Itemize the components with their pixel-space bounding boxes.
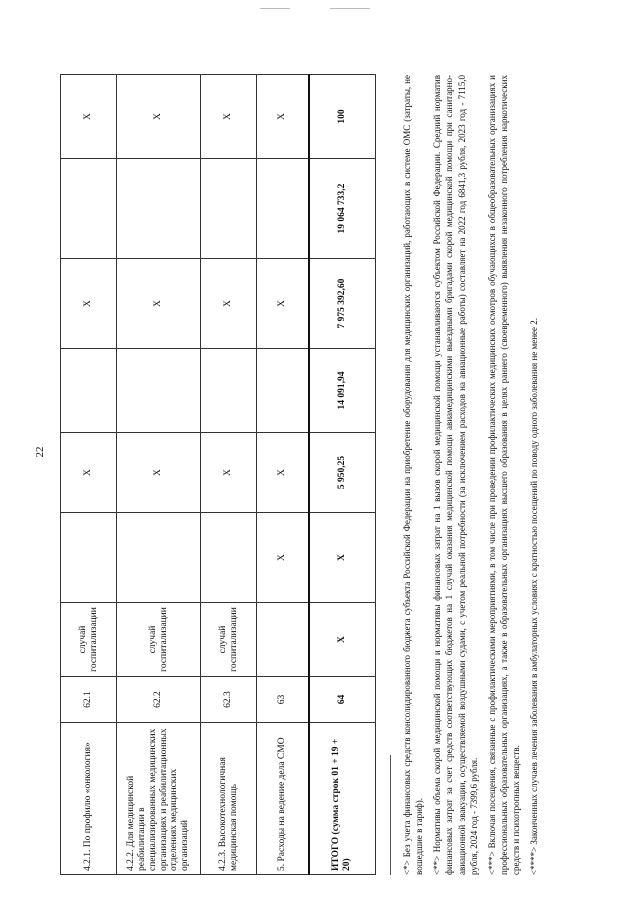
- footnote-4: <****> Законченных случаев лечения заболевания в амбулаторных условиях с кратностью посещений по поводу одного заболевания не менее 2.: [529, 317, 540, 875]
- cell-unit: случай госпитализации: [201, 603, 257, 677]
- cell-c7: X: [61, 259, 117, 349]
- cell-c7: X: [257, 259, 309, 349]
- cell-unit: X: [309, 603, 376, 677]
- table-row: [117, 75, 201, 875]
- cell-c6: [61, 349, 117, 433]
- cell-c4: [61, 513, 117, 603]
- cell-c8: 19 064 733,2: [309, 159, 376, 259]
- cell-line: 62.1: [61, 677, 117, 723]
- cell-c6: [257, 349, 309, 433]
- cell-line: 64: [309, 677, 376, 723]
- cell-c4: X: [257, 513, 309, 603]
- cell-name: 4.2.1. По профилю «онкология»: [61, 723, 117, 875]
- page-number: 22: [34, 446, 46, 458]
- table-row: [257, 75, 309, 875]
- cell-unit: [257, 603, 309, 677]
- cell-c4: [201, 513, 257, 603]
- cell-unit: случай госпитализации: [117, 603, 201, 677]
- cell-c4: [117, 513, 201, 603]
- footnote-2: <**> Нормативы объема скорой медицинской помощи и нормативы финансовых затрат на 1 вызов скорой медицинской помощи устанавливаются субъектом Российской Федерации. Средний норматив финансовых затрат за счет средств соответствующих бюджетов на 1 случай оказания медицинской помощи авиамедицинскими выездными бригадами скорой медицинской помощи при санитарно-авиационной эвакуации, осуществляемой воздушными судами, с учетом реальной потребности (за исключением расходов на авиационные работы) составляет на 2022 год 6841,3 рубля, 2023 год - 7115,0 рубля, 2024 год - 7399,6 рубля.: [432, 75, 479, 875]
- cell-c8: [257, 159, 309, 259]
- cell-c9: 100: [309, 75, 376, 159]
- cell-name: 4.2.3. Высокотехнологичная медицинская помощь: [201, 723, 257, 875]
- cell-c6: [201, 349, 257, 433]
- cell-c5: 5 950,25: [309, 433, 376, 513]
- cell-name: ИТОГО (сумма строк 01 + 19 + 20): [309, 723, 376, 875]
- cell-line: 62.2: [117, 677, 201, 723]
- cell-c5: X: [117, 433, 201, 513]
- footnote-1: <*> Без учета финансовых средств консолидированного бюджета субъекта Российской Федерации на приобретение оборудования для медицинских организаций, работающих в системе ОМС (затраты, не вошедшие в тариф).: [402, 75, 425, 875]
- cell-c9: X: [117, 75, 201, 159]
- scan-mark: [260, 8, 290, 9]
- cell-c6: 14 091,94: [309, 349, 376, 433]
- cell-c5: X: [201, 433, 257, 513]
- footnote-separator: [390, 755, 391, 875]
- footnotes: [390, 75, 546, 875]
- rotated-page-content: [60, 75, 640, 875]
- footnote-3: <***> Включая посещения, связанные с профилактическими мероприятиями, в том числе при проведении профилактических медицинских осмотров обучающихся в общеобразовательных организациях и профессиональных образовательных организациях, а также в образовательных организациях высшего образования в целях раннего (своевременного) выявления незаконного потребления наркотических средств и психотропных веществ.: [486, 75, 522, 875]
- cell-c5: X: [61, 433, 117, 513]
- cell-c4: X: [309, 513, 376, 603]
- cell-name: 5. Расходы на ведение дела СМО: [257, 723, 309, 875]
- cell-line: 62.3: [201, 677, 257, 723]
- cell-c8: [61, 159, 117, 259]
- cell-c9: X: [201, 75, 257, 159]
- cell-c9: X: [257, 75, 309, 159]
- table-row: [61, 75, 117, 875]
- cell-c8: [117, 159, 201, 259]
- cell-c9: X: [61, 75, 117, 159]
- cell-c8: [201, 159, 257, 259]
- table-row-total: [309, 75, 376, 875]
- cell-line: 63: [257, 677, 309, 723]
- table-row: [201, 75, 257, 875]
- cell-c5: X: [257, 433, 309, 513]
- cell-c7: X: [117, 259, 201, 349]
- cell-name: 4.2.2. Для медицинской реабилитации в специализированных медицинских организациях и реабилитационных отделениях медицинских организаций: [117, 723, 201, 875]
- cell-unit: случай госпитализации: [61, 603, 117, 677]
- cell-c7: X: [201, 259, 257, 349]
- financing-table: [60, 74, 376, 875]
- scan-mark: [330, 8, 370, 9]
- cell-c7: 7 975 392,60: [309, 259, 376, 349]
- cell-c6: [117, 349, 201, 433]
